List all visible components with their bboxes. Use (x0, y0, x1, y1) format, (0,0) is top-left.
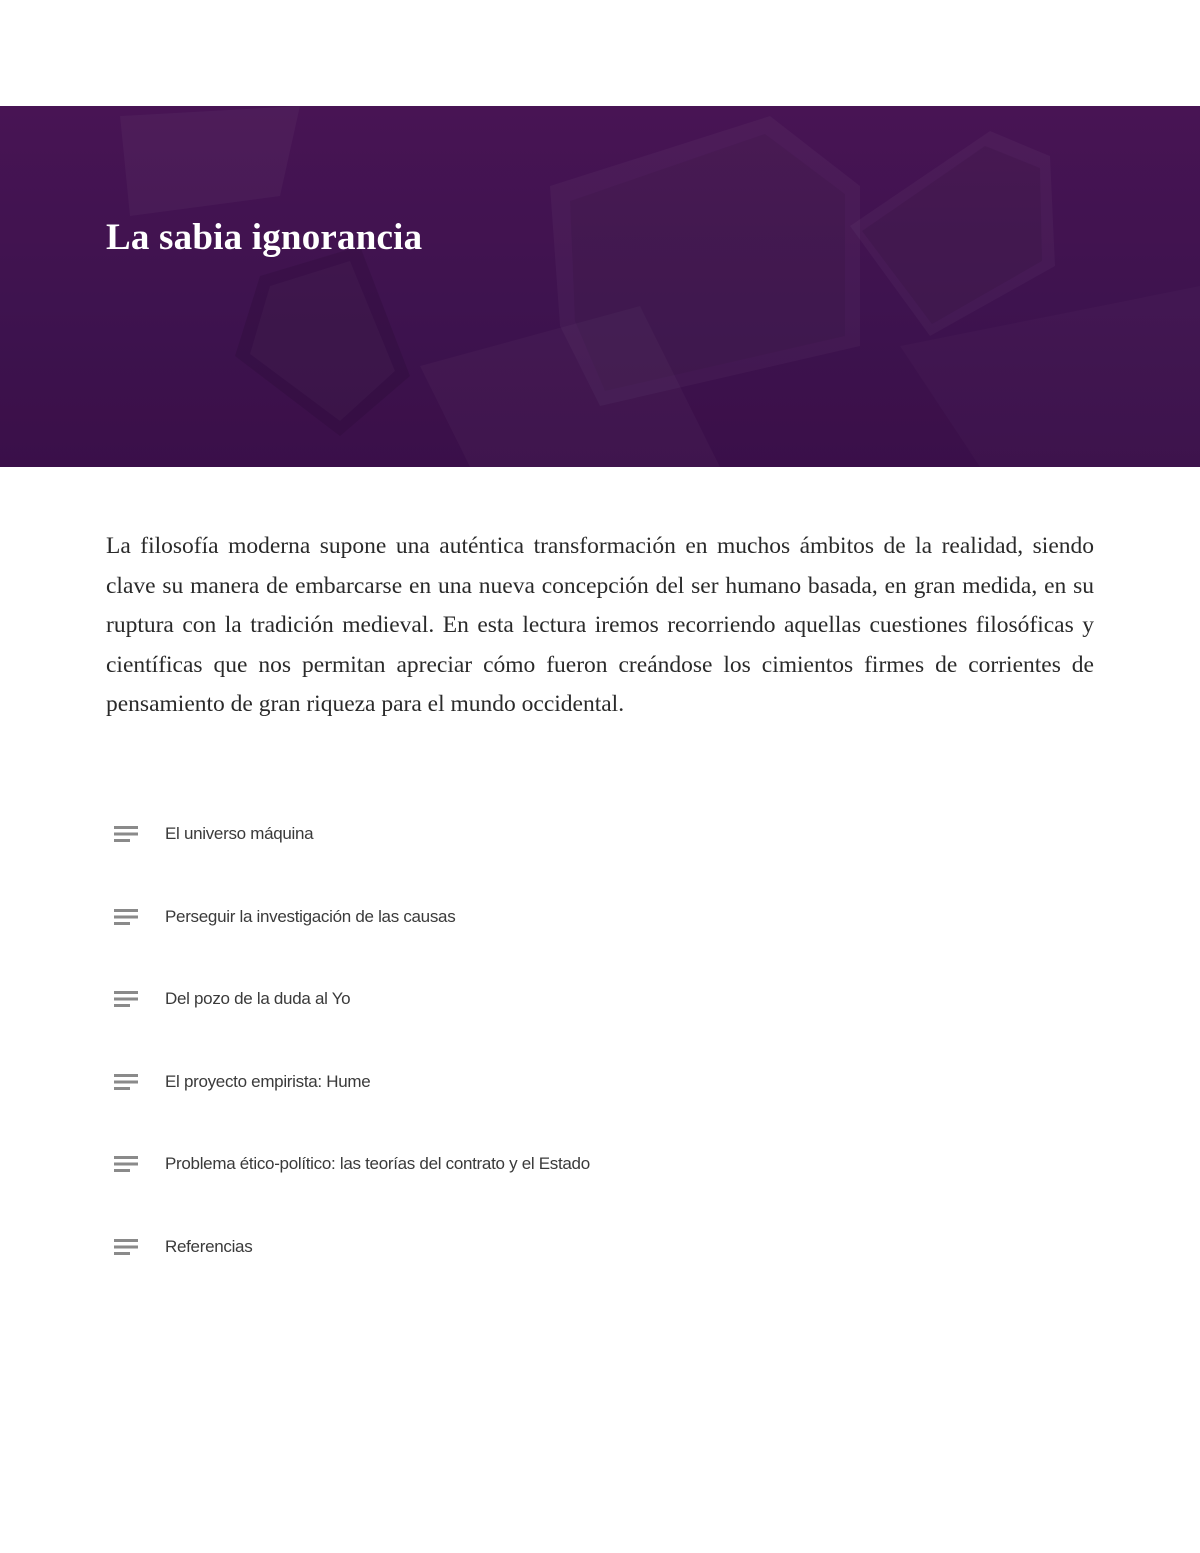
toc-item-label: El universo máquina (165, 824, 314, 843)
toc-item-pozo-duda[interactable] (114, 979, 1014, 1019)
page-title: La sabia ignorancia (106, 217, 423, 258)
text-lines-icon (114, 1072, 140, 1092)
text-lines-icon (114, 1237, 140, 1257)
hero-background-image (0, 106, 1200, 467)
toc-item-referencias[interactable] (114, 1227, 1014, 1267)
toc-item-label: Perseguir la investigación de las causas (165, 906, 456, 926)
toc-item-label: El proyecto empirista: Hume (165, 1071, 371, 1091)
text-lines-icon (114, 989, 140, 1009)
intro-paragraph: La filosofía moderna supone una auténtica transformación en muchos ámbitos de la realidad, siendo clave su manera de embarcarse en una nueva concepción del ser humano basada, en gran medida, en su ruptura con la tradición medieval. En esta lectura iremos recorriendo aquellas cuestiones filosóficas y científicas que nos permitan apreciar cómo fueron creándose los cimientos firmes de corrientes de pensamiento de gran riqueza para el mundo occidental. (106, 533, 1094, 717)
hero-banner (0, 106, 1200, 467)
toc-item-proyecto-empirista[interactable] (114, 1062, 1014, 1102)
toc-item-problema-etico-politico[interactable] (114, 1144, 1014, 1184)
toc-item-el-universo-maquina[interactable] (114, 814, 1014, 854)
text-lines-icon (114, 824, 140, 844)
text-lines-icon (114, 907, 140, 927)
toc-item-label: Problema ético-político: las teorías del contrato y el Estado (165, 1154, 590, 1173)
toc-item-label: Del pozo de la duda al Yo (165, 989, 351, 1008)
text-lines-icon (114, 1154, 140, 1174)
toc-item-label: Referencias (165, 1236, 253, 1256)
toc-item-perseguir-causas[interactable] (114, 897, 1014, 937)
table-of-contents (114, 814, 1014, 1309)
